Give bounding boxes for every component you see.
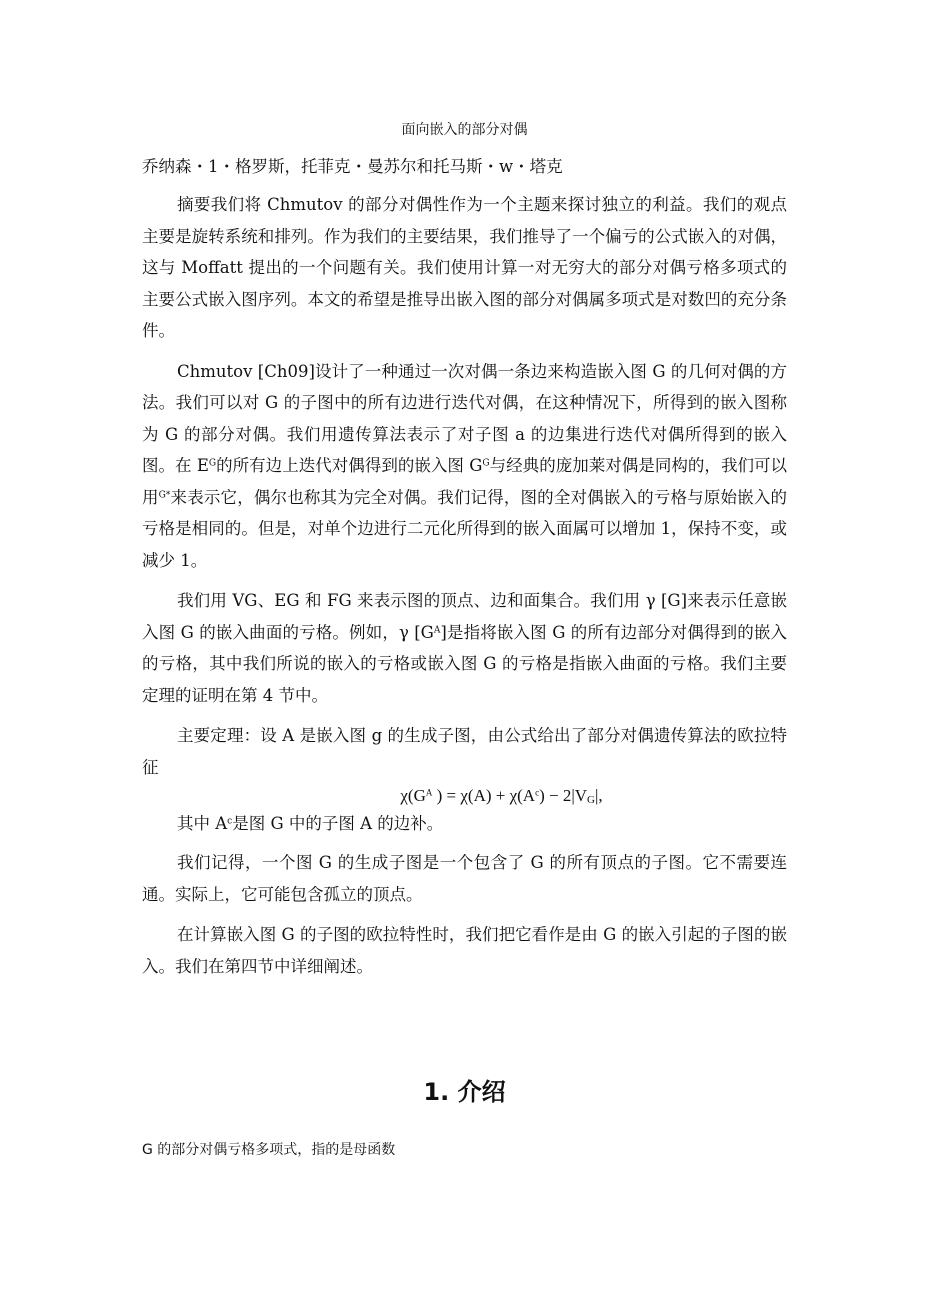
- formula-part: χ(G: [400, 786, 426, 805]
- superscript: A: [425, 787, 433, 798]
- notation-paragraph: [142, 585, 787, 711]
- paper-body: [142, 189, 787, 991]
- abstract-paragraph: 摘要我们将 Chmutov 的部分对偶性作为一个主题来探讨独立的利益。我们的观点主要是旋转系统和排列。作为我们的主要结果，我们推导了一个偏亏的公式嵌入的对偶，这与 Moffatt 提出的一个问题有关。我们使用计算一对无穷大的部分对偶亏格多项式的主要公式嵌入图序列。本文的希望是推导出嵌入图的部分对偶属多项式是对数凹的充分条件。: [142, 195, 787, 340]
- superscript: A: [433, 625, 441, 636]
- superscript: G: [208, 458, 217, 469]
- edge-complement-paragraph: [142, 809, 787, 838]
- formula-part: ) = χ(A) + χ(A: [432, 786, 536, 805]
- spanning-subgraph-paragraph: 我们记得，一个图 G 的生成子图是一个包含了 G 的所有顶点的子图。它不需要连通。实际上，它可能包含孤立的顶点。: [142, 853, 787, 904]
- text-run: ]是指将嵌入图 G 的所有边部分对偶得到的嵌入的亏格，其中我们所说的嵌入的亏格或嵌入图 G 的亏格是指嵌入曲面的亏格。我们主要定理的证明在第 4 节中。: [142, 622, 787, 705]
- text-run: 其中 A: [177, 814, 228, 833]
- chmutov-duality-paragraph: [142, 356, 787, 577]
- text-run: 来表示它，偶尔也称其为完全对偶。我们记得，图的全对偶嵌入的亏格与原始嵌入的亏格是相同的。但是，对单个边进行二元化所得到的嵌入面属可以增加 1，保持不变，或减少 1。: [142, 487, 788, 570]
- superscript: G: [482, 458, 490, 469]
- euler-characteristic-formula: [142, 783, 787, 809]
- introduction-first-line: G 的部分对偶亏格多项式，指的是母函数: [142, 1142, 396, 1158]
- superscript: c: [227, 816, 233, 827]
- formula-part: ) − 2|V: [539, 786, 588, 805]
- text-run: 的所有边上迭代对偶得到的嵌入图 G: [216, 456, 483, 475]
- paper-title: 面向嵌入的部分对偶: [401, 122, 528, 138]
- superscript: G*: [158, 490, 171, 501]
- main-theorem-paragraph: 主要定理：设 A 是嵌入图 g 的生成子图，由公式给出了部分对偶遗传算法的欧拉特征: [142, 726, 787, 777]
- euler-subgraph-paragraph: 在计算嵌入图 G 的子图的欧拉特性时，我们把它看作是由 G 的嵌入引起的子图的嵌入。我们在第四节中详细阐述。: [142, 925, 787, 976]
- text-run: Chmutov [Ch09]设计了一种通过一次对偶一条边来构造嵌入图 G 的几何对偶的方法。我们可以对 G 的子图中的所有边进行迭代对偶，在这种情况下，所得到的嵌入图称为 G 的部分对偶。我们用遗传算法表示了对子图 a 的边集进行迭代对偶所得到的嵌入图。在 E: [142, 361, 787, 475]
- formula-part: |,: [594, 786, 603, 805]
- text-run: 我们用 VG、EG 和 FG 来表示图的顶点、边和面集合。我们用 γ [G]来表示任意嵌入图 G 的嵌入曲面的亏格。例如，γ [G: [142, 591, 787, 642]
- section-heading-introduction: 1. 介绍: [423, 1078, 506, 1106]
- superscript: c: [535, 787, 540, 798]
- text-run: 是图 G 中的子图 A 的边补。: [232, 814, 444, 833]
- author-list: 乔纳森・1・格罗斯，托菲克・曼苏尔和托马斯・w・塔克: [142, 157, 563, 176]
- text-run: 与经典的庞加莱对偶是同构的，我们可以用: [142, 456, 788, 507]
- subscript: G: [587, 794, 595, 807]
